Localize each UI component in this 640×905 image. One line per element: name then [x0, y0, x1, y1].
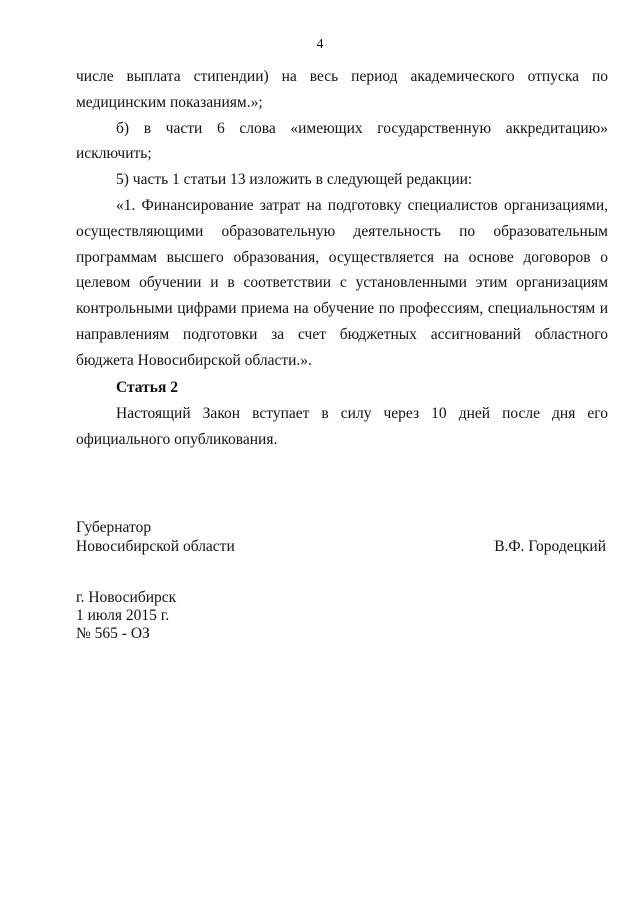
article-text: Настоящий Закон вступает в силу через 10 дней после дня его официального опубликования.: [76, 404, 608, 448]
signatory-name: В.Ф. Городецкий: [494, 538, 606, 555]
signatory-position-line2: Новосибирской области: [76, 538, 235, 555]
signature-block: [76, 518, 606, 556]
paragraph-quoted-part-1: «1. Финансирование затрат на подготовку специалистов организациями, осуществляющими образовательную деятельность по образовательным программам высшего образования, осуществляется на основе договоров о целевом обучении и в соответствии с установленными этим организациям контрольными цифрами приема на обучение по профессиям, специальностям и направлениям подготовки за счет бюджетных ассигнований областного бюджета Новосибирской области.».: [76, 196, 608, 369]
city: г. Новосибирск: [76, 589, 177, 606]
paragraph-item-b: б) в части 6 слова «имеющих государственную аккредитацию» исключить;: [76, 119, 608, 163]
date: 1 июля 2015 г.: [76, 607, 170, 624]
paragraph-item-5: 5) часть 1 статьи 13 изложить в следующей редакции:: [116, 171, 473, 189]
place-date-block: [76, 589, 606, 643]
law-number: № 565 - ОЗ: [76, 625, 150, 642]
paragraph-continuation: числе выплата стипендии) на весь период академического отпуска по медицинским показаниям.»;: [76, 68, 608, 111]
article-heading: Статья 2: [116, 379, 178, 396]
main-text: [76, 64, 608, 374]
page-number: 4: [316, 37, 324, 52]
article-2: [76, 375, 608, 452]
signatory-position-line1: Губернатор: [76, 519, 152, 536]
